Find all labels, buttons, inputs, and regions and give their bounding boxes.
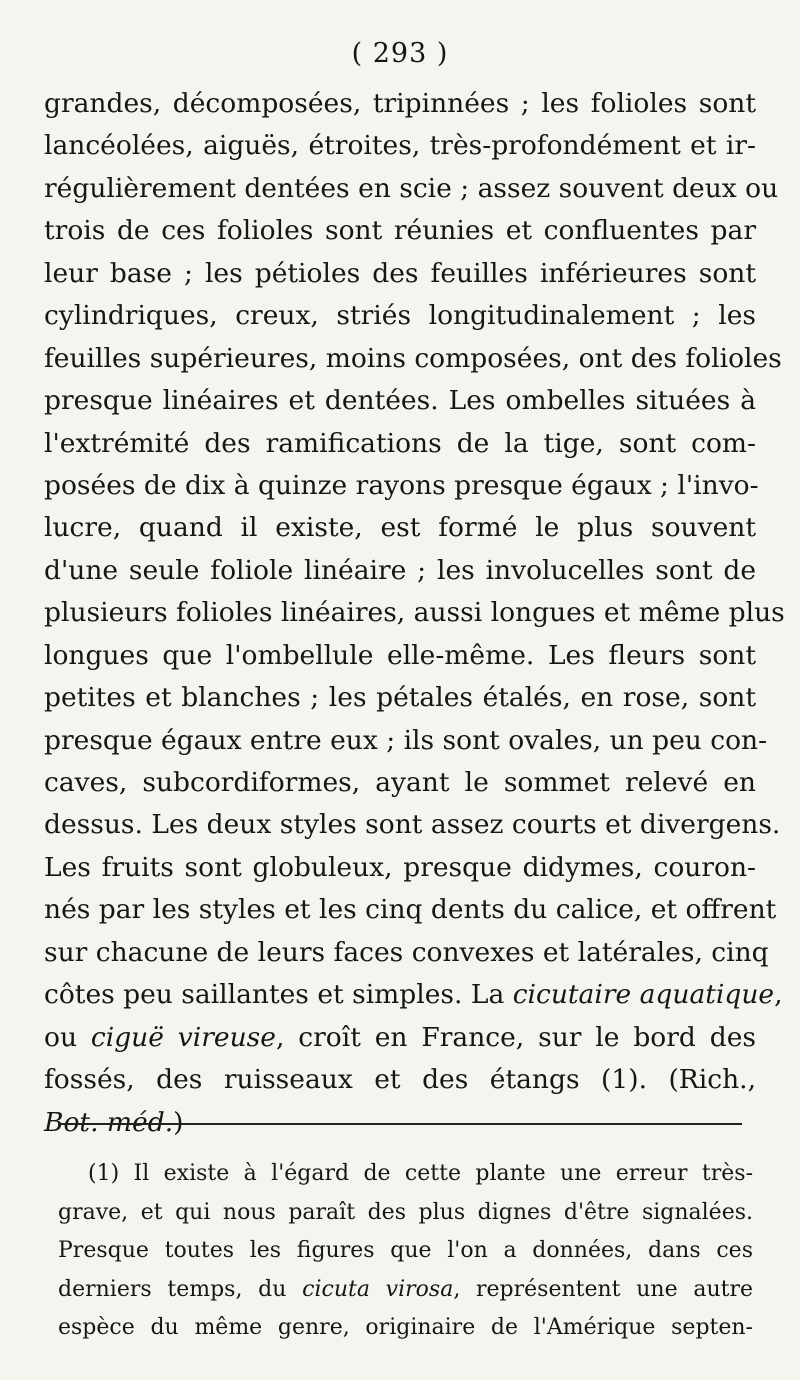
text-run: Les fruits sont globuleux, presque didymes, couron- <box>44 851 756 883</box>
main-text-line <box>44 465 759 507</box>
text-run: presque égaux entre eux ; ils sont ovales, un peu con- <box>44 724 768 756</box>
footnote-line <box>58 1271 753 1310</box>
text-run: , représentent une autre <box>453 1276 753 1302</box>
text-run: régulièrement dentées en scie ; assez souvent deux ou <box>44 172 779 204</box>
main-text-line <box>44 932 769 974</box>
text-run: dessus. Les deux styles sont assez courts et divergens. <box>44 809 781 841</box>
main-text-line <box>44 974 783 1016</box>
italic-text: cicuta virosa <box>302 1276 454 1302</box>
italic-text: cicutaire aquatique <box>512 979 775 1011</box>
footnote-line <box>58 1194 753 1233</box>
main-text-line <box>44 83 756 125</box>
main-text-block <box>44 83 785 1144</box>
main-text-line <box>44 253 756 295</box>
main-text-line <box>44 507 756 549</box>
text-run: ) <box>173 1106 184 1138</box>
main-text-line <box>44 338 782 380</box>
main-text-line <box>44 210 756 252</box>
text-run: plusieurs folioles linéaires, aussi longues et même plus <box>44 597 785 629</box>
text-run: espèce du même genre, originaire de l'Amérique septen- <box>58 1315 753 1340</box>
text-run: grave, et qui nous paraît des plus dignes d'être signalées. <box>58 1199 753 1225</box>
text-run: feuilles supérieures, moins composées, ont des folioles <box>44 342 782 374</box>
main-text-line <box>44 550 756 592</box>
text-run: côtes peu saillantes et simples. La <box>44 979 513 1011</box>
footnote-separator-rule <box>58 1123 742 1125</box>
text-run: petites et blanches ; les pétales étalés, en rose, sont <box>44 682 756 714</box>
text-run: lancéolées, aiguës, étroites, très-profondément et ir- <box>44 130 756 162</box>
text-run: derniers temps, du <box>58 1276 303 1302</box>
main-text-line <box>44 380 756 422</box>
main-text-line <box>44 677 756 719</box>
text-run: presque linéaires et dentées. Les ombelles situées à <box>44 385 756 417</box>
text-run: ou <box>44 1021 91 1053</box>
footnote-line <box>58 1309 753 1348</box>
text-run: Presque toutes les figures que l'on a données, dans ces <box>58 1238 753 1263</box>
text-run: trois de ces folioles sont réunies et confluentes par <box>44 215 756 247</box>
main-text-line <box>44 720 768 762</box>
text-run: longues que l'ombellule elle-même. Les fleurs sont <box>44 639 756 671</box>
main-text-line <box>44 1059 756 1101</box>
main-text-line <box>44 1017 756 1059</box>
main-text-line <box>44 168 779 210</box>
footnote-line <box>58 1155 753 1194</box>
main-text-line <box>44 847 756 889</box>
text-run: nés par les styles et les cinq dents du calice, et offrent <box>44 894 777 926</box>
main-text-line <box>44 762 756 804</box>
main-text-line <box>44 125 756 167</box>
text-run: grandes, décomposées, tripinnées ; les folioles sont <box>44 88 756 119</box>
text-run: caves, subcordiformes, ayant le sommet relevé en <box>44 767 756 798</box>
main-text-line <box>44 295 756 337</box>
main-text-line <box>44 635 756 677</box>
main-text-line <box>44 592 785 634</box>
main-text-line <box>44 804 781 846</box>
text-run: cylindriques, creux, striés longitudinalement ; les <box>44 300 756 332</box>
italic-text: ciguë vireuse <box>90 1021 276 1053</box>
text-run: , <box>774 979 783 1011</box>
italic-text: Bot. méd. <box>44 1106 174 1138</box>
footnote-line <box>58 1232 753 1271</box>
text-run: l'extrémité des ramifications de la tige, sont com- <box>44 427 756 459</box>
text-run: , croît en France, sur le bord des <box>275 1021 756 1053</box>
text-run: d'une seule foliole linéaire ; les involucelles sont de <box>44 554 756 586</box>
page-number: ( 293 ) <box>351 38 449 69</box>
text-run: posées de dix à quinze rayons presque égaux ; l'invo- <box>44 469 759 501</box>
text-run: (1) Il existe à l'égard de cette plante une erreur très- <box>88 1161 753 1186</box>
text-run: lucre, quand il existe, est formé le plus souvent <box>44 512 756 544</box>
text-run: leur base ; les pétioles des feuilles inférieures sont <box>44 257 756 289</box>
main-text-line <box>44 889 777 931</box>
text-run: fossés, des ruisseaux et des étangs (1). (Rich., <box>44 1064 756 1096</box>
main-text-line <box>44 423 756 465</box>
text-run: sur chacune de leurs faces convexes et latérales, cinq <box>44 936 769 968</box>
footnote-block <box>58 1155 753 1348</box>
